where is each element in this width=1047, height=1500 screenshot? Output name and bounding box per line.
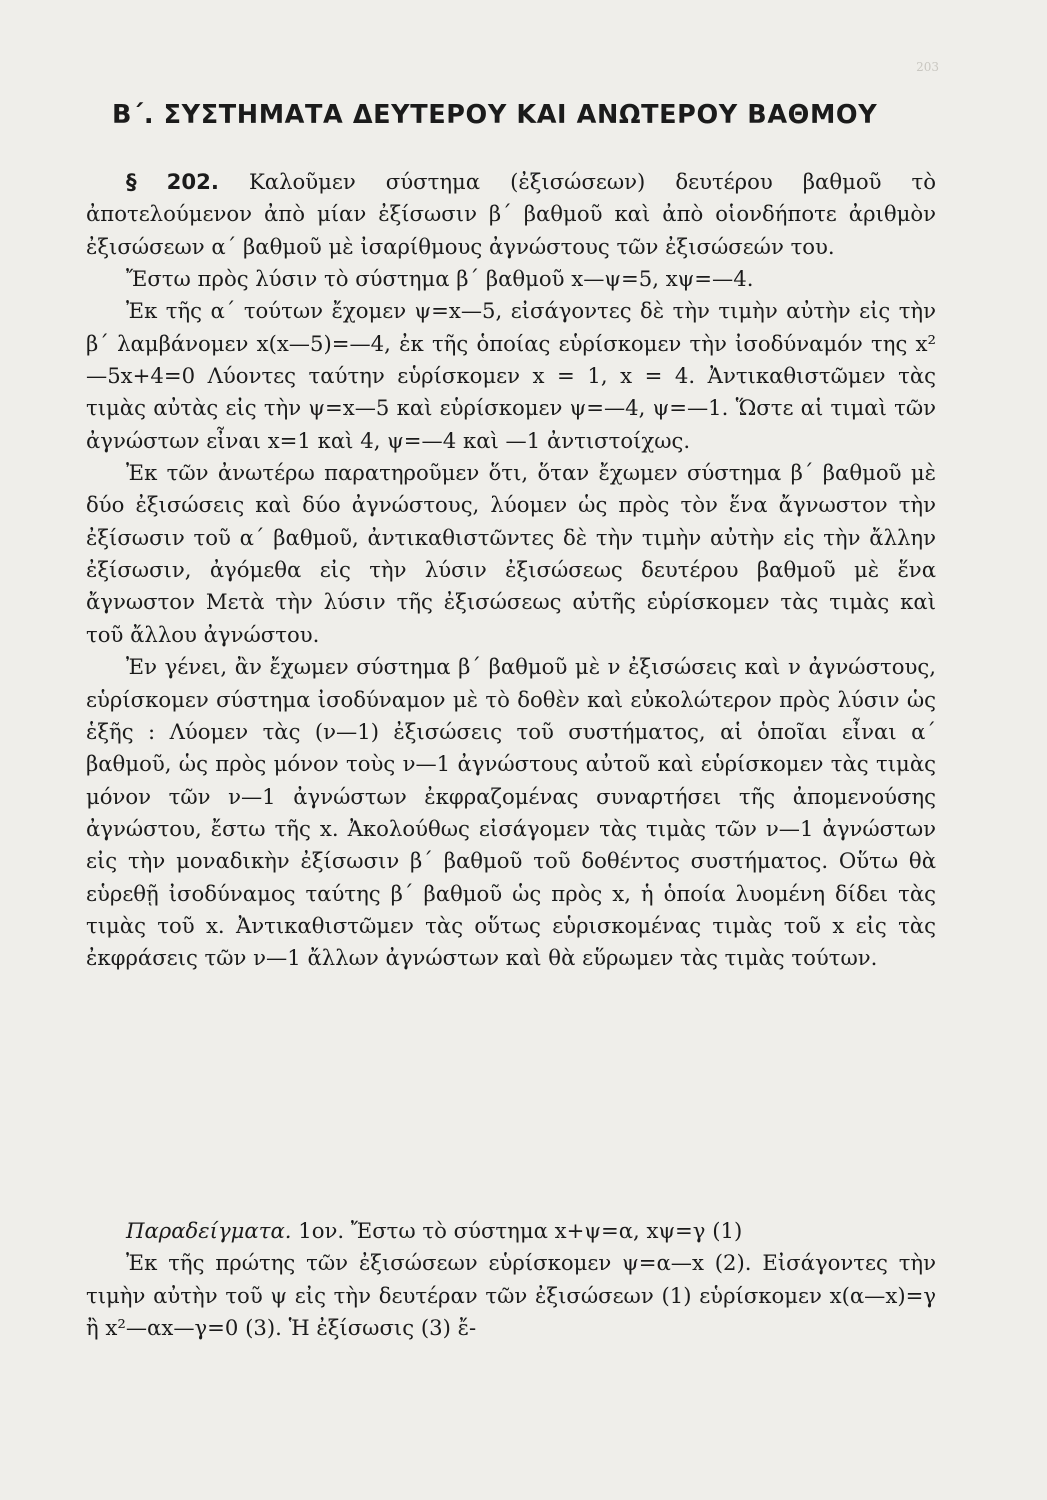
section-paragraph [86, 166, 936, 263]
page-marker: 203 [916, 60, 939, 74]
section-number: 202. [166, 169, 219, 194]
paragraph-solution: Ἐκ τῆς α΄ τούτων ἔχομεν ψ=x—5, εἰσάγοντες δὲ τὴν τιμὴν αὐτὴν εἰς τὴν β΄ λαμβάνομεν x(x—5)=—4, ἐκ τῆς ὁποίας εὑρίσκομεν τὴν ἰσοδύναμόν της x²—5x+4=0 Λύοντες ταύτην εὑρίσκομεν x = 1, x = 4. Ἀντικαθιστῶμεν τὰς τιμὰς αὐτὰς εἰς τὴν ψ=x—5 καὶ εὑρίσκομεν ψ=—4, ψ=—1. Ὥστε αἱ τιμαὶ τῶν ἀγνώστων εἶναι x=1 καὶ 4, ψ=—4 καὶ —1 ἀντιστοίχως. [86, 298, 936, 453]
paragraph-general-case: Ἐν γένει, ἂν ἔχωμεν σύστημα β΄ βαθμοῦ μὲ ν ἐξισώσεις καὶ ν ἀγνώστους, εὑρίσκομεν σύστημα ἰσοδύναμον μὲ τὸ δοθὲν καὶ εὐκολώτερον πρὸς λύσιν ὡς ἑξῆς : Λύομεν τὰς (ν—1) ἐξισώσεις τοῦ συστήματος, αἱ ὁποῖαι εἶναι α΄ βαθμοῦ, ὡς πρὸς μόνον τοὺς ν—1 ἀγνώστους αὐτοῦ καὶ εὑρίσκομεν τὰς τιμὰς μόνον τῶν ν—1 ἀγνώστων ἐκφραζομένας συναρτήσει τῆς ἀπομενούσης ἀγνώστου, ἔστω τῆς x. Ἀκολούθως εἰσάγομεν τὰς τιμὰς τῶν ν—1 ἀγνώστων εἰς τὴν μοναδικὴν ἐξίσωσιν β΄ βαθμοῦ τοῦ δοθέντος συστήματος. Οὕτω θὰ εὑρεθῇ ἰσοδύναμος ταύτης β΄ βαθμοῦ ὡς πρὸς x, ἡ ὁποία λυομένη δίδει τὰς τιμὰς τοῦ x. Ἀντικαθιστῶμεν τὰς οὕτως εὑρισκομένας τιμὰς τοῦ x εἰς τὰς ἐκφράσεις τῶν ν—1 ἄλλων ἀγνώστων καὶ θὰ εὕρωμεν τὰς τιμὰς τούτων. [86, 654, 936, 971]
examples-first-text: 1ον. Ἔστω τὸ σύστημα x+ψ=α, xψ=γ (1) [298, 1218, 743, 1243]
examples-title: Παραδείγματα. [126, 1218, 292, 1243]
examples-continuation: Ἐκ τῆς πρώτης τῶν ἐξισώσεων εὑρίσκομεν ψ=α—x (2). Εἰσάγοντες τὴν τιμὴν αὐτὴν τοῦ ψ εἰς τὴν δευτέραν τῶν ἐξισώσεων (1) εὑρίσκομεν x(α—x)=γ ἢ x²—αx—γ=0 (3). Ἡ ἐξίσωσις (3) ἔ- [86, 1250, 936, 1341]
main-text [86, 166, 936, 975]
chapter-heading: Β΄. ΣΥΣΤΗΜΑΤΑ ΔΕΥΤΕΡΟΥ ΚΑΙ ΑΝΩΤΕΡΟΥ ΒΑΘΜΟΥ [112, 100, 878, 130]
paragraph-observation: Ἐκ τῶν ἀνωτέρω παρατηροῦμεν ὅτι, ὅταν ἔχωμεν σύστημα β΄ βαθμοῦ μὲ δύο ἐξισώσεις καὶ δύο ἀγνώστους, λύομεν ὡς πρὸς τὸν ἕνα ἄγνωστον τὴν ἐξίσωσιν τοῦ α΄ βαθμοῦ, ἀντικαθιστῶντες δὲ τὴν τιμὴν αὐτὴν εἰς τὴν ἄλλην ἐξίσωσιν, ἀγόμεθα εἰς τὴν λύσιν ἐξισώσεως δευτέρου βαθμοῦ μὲ ἕνα ἄγνωστον Μετὰ τὴν λύσιν τῆς ἐξισώσεως αὐτῆς εὑρίσκομεν τὰς τιμὰς καὶ τοῦ ἄλλου ἀγνώστου. [86, 460, 936, 647]
examples-first-line [86, 1215, 936, 1247]
paragraph-system-example: Ἔστω πρὸς λύσιν τὸ σύστημα β΄ βαθμοῦ x—ψ=5, xψ=—4. [126, 266, 754, 292]
examples-section [86, 1215, 936, 1344]
section-intro: Καλοῦμεν σύστημα (ἐξισώσεων) δευτέρου βαθμοῦ τὸ ἀποτελούμενον ἀπὸ μίαν ἐξίσωσιν β΄ βαθμοῦ καὶ ἀπὸ οἱονδήποτε ἀριθμὸν ἐξισώσεων α΄ βαθμοῦ μὲ ἰσαρίθμους ἀγνώστους τῶν ἐξισώσεών του. [86, 169, 936, 259]
section-symbol: § [126, 169, 137, 194]
